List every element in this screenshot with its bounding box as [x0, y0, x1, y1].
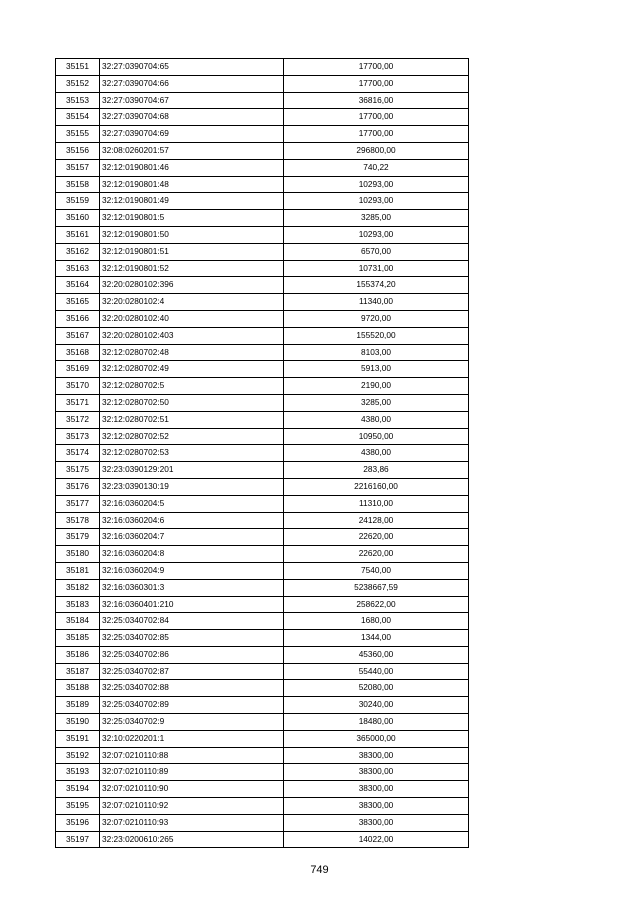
cadastral-value-cell: 38300,00 [284, 764, 469, 781]
table-row [56, 764, 469, 781]
cadastral-number-cell: 32:12:0280702:5 [100, 378, 284, 395]
row-number-cell: 35195 [56, 798, 100, 815]
table-row [56, 646, 469, 663]
cadastral-value-cell: 17700,00 [284, 109, 469, 126]
table-row [56, 730, 469, 747]
table-row [56, 126, 469, 143]
cadastral-number-cell: 32:25:0340702:88 [100, 680, 284, 697]
cadastral-number-cell: 32:27:0390704:67 [100, 92, 284, 109]
cadastral-number-cell: 32:23:0200610:265 [100, 831, 284, 848]
cadastral-value-cell: 4380,00 [284, 445, 469, 462]
cadastral-value-cell: 24128,00 [284, 512, 469, 529]
cadastral-number-cell: 32:07:0210110:89 [100, 764, 284, 781]
row-number-cell: 35175 [56, 462, 100, 479]
cadastral-value-cell: 17700,00 [284, 75, 469, 92]
table-row [56, 159, 469, 176]
cadastral-number-cell: 32:16:0360204:7 [100, 529, 284, 546]
cadastral-number-cell: 32:25:0340702:9 [100, 714, 284, 731]
table-row [56, 243, 469, 260]
cadastral-value-cell: 365000,00 [284, 730, 469, 747]
row-number-cell: 35184 [56, 613, 100, 630]
cadastral-value-cell: 38300,00 [284, 798, 469, 815]
cadastral-value-cell: 36816,00 [284, 92, 469, 109]
row-number-cell: 35176 [56, 478, 100, 495]
cadastral-value-cell: 55440,00 [284, 663, 469, 680]
cadastral-number-cell: 32:07:0210110:88 [100, 747, 284, 764]
cadastral-value-cell: 5913,00 [284, 361, 469, 378]
table-row [56, 109, 469, 126]
cadastral-value-cell: 14022,00 [284, 831, 469, 848]
cadastral-number-cell: 32:12:0280702:52 [100, 428, 284, 445]
cadastral-value-cell: 1680,00 [284, 613, 469, 630]
cadastral-number-cell: 32:12:0280702:48 [100, 344, 284, 361]
cadastral-number-cell: 32:25:0340702:87 [100, 663, 284, 680]
row-number-cell: 35163 [56, 260, 100, 277]
cadastral-number-cell: 32:16:0360401:210 [100, 596, 284, 613]
cadastral-number-cell: 32:07:0210110:93 [100, 814, 284, 831]
table-row [56, 361, 469, 378]
table-row [56, 579, 469, 596]
row-number-cell: 35181 [56, 562, 100, 579]
table-row [56, 193, 469, 210]
cadastral-number-cell: 32:12:0280702:51 [100, 411, 284, 428]
row-number-cell: 35152 [56, 75, 100, 92]
table-row [56, 814, 469, 831]
table-row [56, 462, 469, 479]
table-row [56, 394, 469, 411]
cadastral-value-cell: 155374,20 [284, 277, 469, 294]
table-row [56, 663, 469, 680]
table-row [56, 277, 469, 294]
cadastral-number-cell: 32:23:0390129:201 [100, 462, 284, 479]
row-number-cell: 35167 [56, 327, 100, 344]
table-row [56, 294, 469, 311]
table-row [56, 831, 469, 848]
table-row [56, 478, 469, 495]
row-number-cell: 35178 [56, 512, 100, 529]
table-row [56, 714, 469, 731]
table-row [56, 781, 469, 798]
row-number-cell: 35179 [56, 529, 100, 546]
table-row [56, 562, 469, 579]
cadastral-number-cell: 32:12:0190801:48 [100, 176, 284, 193]
row-number-cell: 35169 [56, 361, 100, 378]
table-row [56, 411, 469, 428]
row-number-cell: 35196 [56, 814, 100, 831]
row-number-cell: 35174 [56, 445, 100, 462]
row-number-cell: 35172 [56, 411, 100, 428]
table-row [56, 92, 469, 109]
cadastral-number-cell: 32:12:0190801:5 [100, 210, 284, 227]
row-number-cell: 35180 [56, 546, 100, 563]
cadastral-number-cell: 32:12:0280702:50 [100, 394, 284, 411]
table-row [56, 344, 469, 361]
cadastral-number-cell: 32:25:0340702:86 [100, 646, 284, 663]
cadastral-value-cell: 17700,00 [284, 59, 469, 76]
table-row [56, 142, 469, 159]
cadastral-value-table [55, 58, 469, 848]
cadastral-value-cell: 38300,00 [284, 814, 469, 831]
cadastral-number-cell: 32:07:0210110:90 [100, 781, 284, 798]
cadastral-value-cell: 10293,00 [284, 226, 469, 243]
row-number-cell: 35156 [56, 142, 100, 159]
cadastral-value-cell: 3285,00 [284, 210, 469, 227]
cadastral-number-cell: 32:27:0390704:69 [100, 126, 284, 143]
cadastral-value-cell: 22620,00 [284, 546, 469, 563]
table-row [56, 428, 469, 445]
table-row [56, 697, 469, 714]
table-row [56, 630, 469, 647]
cadastral-value-cell: 17700,00 [284, 126, 469, 143]
cadastral-number-cell: 32:20:0280102:40 [100, 310, 284, 327]
row-number-cell: 35188 [56, 680, 100, 697]
table-row [56, 226, 469, 243]
table-row [56, 327, 469, 344]
cadastral-number-cell: 32:12:0190801:51 [100, 243, 284, 260]
cadastral-value-cell: 6570,00 [284, 243, 469, 260]
table-row [56, 310, 469, 327]
row-number-cell: 35155 [56, 126, 100, 143]
cadastral-value-cell: 9720,00 [284, 310, 469, 327]
row-number-cell: 35191 [56, 730, 100, 747]
table-row [56, 613, 469, 630]
cadastral-value-cell: 30240,00 [284, 697, 469, 714]
row-number-cell: 35190 [56, 714, 100, 731]
row-number-cell: 35185 [56, 630, 100, 647]
cadastral-value-cell: 52080,00 [284, 680, 469, 697]
cadastral-number-cell: 32:25:0340702:85 [100, 630, 284, 647]
cadastral-value-cell: 45360,00 [284, 646, 469, 663]
row-number-cell: 35170 [56, 378, 100, 395]
table-row [56, 798, 469, 815]
cadastral-number-cell: 32:25:0340702:84 [100, 613, 284, 630]
cadastral-value-cell: 10731,00 [284, 260, 469, 277]
cadastral-value-cell: 11310,00 [284, 495, 469, 512]
cadastral-number-cell: 32:27:0390704:66 [100, 75, 284, 92]
row-number-cell: 35197 [56, 831, 100, 848]
cadastral-number-cell: 32:20:0280102:396 [100, 277, 284, 294]
cadastral-number-cell: 32:16:0360204:9 [100, 562, 284, 579]
table-row [56, 546, 469, 563]
row-number-cell: 35183 [56, 596, 100, 613]
cadastral-number-cell: 32:20:0280102:4 [100, 294, 284, 311]
cadastral-number-cell: 32:12:0190801:52 [100, 260, 284, 277]
row-number-cell: 35157 [56, 159, 100, 176]
cadastral-value-cell: 4380,00 [284, 411, 469, 428]
cadastral-number-cell: 32:16:0360204:8 [100, 546, 284, 563]
table-row [56, 75, 469, 92]
row-number-cell: 35182 [56, 579, 100, 596]
row-number-cell: 35153 [56, 92, 100, 109]
row-number-cell: 35162 [56, 243, 100, 260]
cadastral-value-cell: 296800,00 [284, 142, 469, 159]
row-number-cell: 35165 [56, 294, 100, 311]
cadastral-value-cell: 10950,00 [284, 428, 469, 445]
cadastral-number-cell: 32:16:0360301:3 [100, 579, 284, 596]
cadastral-value-cell: 8103,00 [284, 344, 469, 361]
cadastral-value-cell: 283,86 [284, 462, 469, 479]
cadastral-value-cell: 7540,00 [284, 562, 469, 579]
row-number-cell: 35159 [56, 193, 100, 210]
cadastral-number-cell: 32:23:0390130:19 [100, 478, 284, 495]
row-number-cell: 35160 [56, 210, 100, 227]
cadastral-value-cell: 3285,00 [284, 394, 469, 411]
row-number-cell: 35158 [56, 176, 100, 193]
row-number-cell: 35194 [56, 781, 100, 798]
row-number-cell: 35166 [56, 310, 100, 327]
table-row [56, 495, 469, 512]
cadastral-value-cell: 1344,00 [284, 630, 469, 647]
row-number-cell: 35189 [56, 697, 100, 714]
table-row [56, 512, 469, 529]
table-row [56, 59, 469, 76]
table-row [56, 747, 469, 764]
row-number-cell: 35171 [56, 394, 100, 411]
row-number-cell: 35187 [56, 663, 100, 680]
table-row [56, 260, 469, 277]
cadastral-value-cell: 155520,00 [284, 327, 469, 344]
cadastral-number-cell: 32:27:0390704:65 [100, 59, 284, 76]
row-number-cell: 35173 [56, 428, 100, 445]
cadastral-number-cell: 32:16:0360204:6 [100, 512, 284, 529]
row-number-cell: 35192 [56, 747, 100, 764]
table-row [56, 378, 469, 395]
row-number-cell: 35177 [56, 495, 100, 512]
row-number-cell: 35186 [56, 646, 100, 663]
page-number: 749 [310, 864, 329, 876]
table-row [56, 529, 469, 546]
cadastral-number-cell: 32:12:0280702:49 [100, 361, 284, 378]
cadastral-value-cell: 258622,00 [284, 596, 469, 613]
cadastral-number-cell: 32:16:0360204:5 [100, 495, 284, 512]
table-row [56, 445, 469, 462]
table-row [56, 596, 469, 613]
cadastral-number-cell: 32:27:0390704:68 [100, 109, 284, 126]
cadastral-number-cell: 32:12:0280702:53 [100, 445, 284, 462]
cadastral-number-cell: 32:20:0280102:403 [100, 327, 284, 344]
cadastral-number-cell: 32:25:0340702:89 [100, 697, 284, 714]
table-row [56, 176, 469, 193]
cadastral-value-cell: 22620,00 [284, 529, 469, 546]
cadastral-value-cell: 38300,00 [284, 747, 469, 764]
cadastral-number-cell: 32:07:0210110:92 [100, 798, 284, 815]
cadastral-number-cell: 32:12:0190801:46 [100, 159, 284, 176]
row-number-cell: 35168 [56, 344, 100, 361]
row-number-cell: 35164 [56, 277, 100, 294]
cadastral-value-cell: 11340,00 [284, 294, 469, 311]
cadastral-value-cell: 10293,00 [284, 193, 469, 210]
cadastral-number-cell: 32:08:0260201:57 [100, 142, 284, 159]
table-row [56, 680, 469, 697]
row-number-cell: 35193 [56, 764, 100, 781]
cadastral-number-cell: 32:10:0220201:1 [100, 730, 284, 747]
cadastral-number-cell: 32:12:0190801:50 [100, 226, 284, 243]
cadastral-value-cell: 18480,00 [284, 714, 469, 731]
cadastral-value-cell: 38300,00 [284, 781, 469, 798]
cadastral-value-cell: 2190,00 [284, 378, 469, 395]
table-body [56, 59, 469, 848]
cadastral-number-cell: 32:12:0190801:49 [100, 193, 284, 210]
cadastral-value-cell: 2216160,00 [284, 478, 469, 495]
cadastral-value-cell: 10293,00 [284, 176, 469, 193]
cadastral-value-cell: 5238667,59 [284, 579, 469, 596]
row-number-cell: 35151 [56, 59, 100, 76]
row-number-cell: 35154 [56, 109, 100, 126]
row-number-cell: 35161 [56, 226, 100, 243]
table-row [56, 210, 469, 227]
cadastral-value-cell: 740,22 [284, 159, 469, 176]
